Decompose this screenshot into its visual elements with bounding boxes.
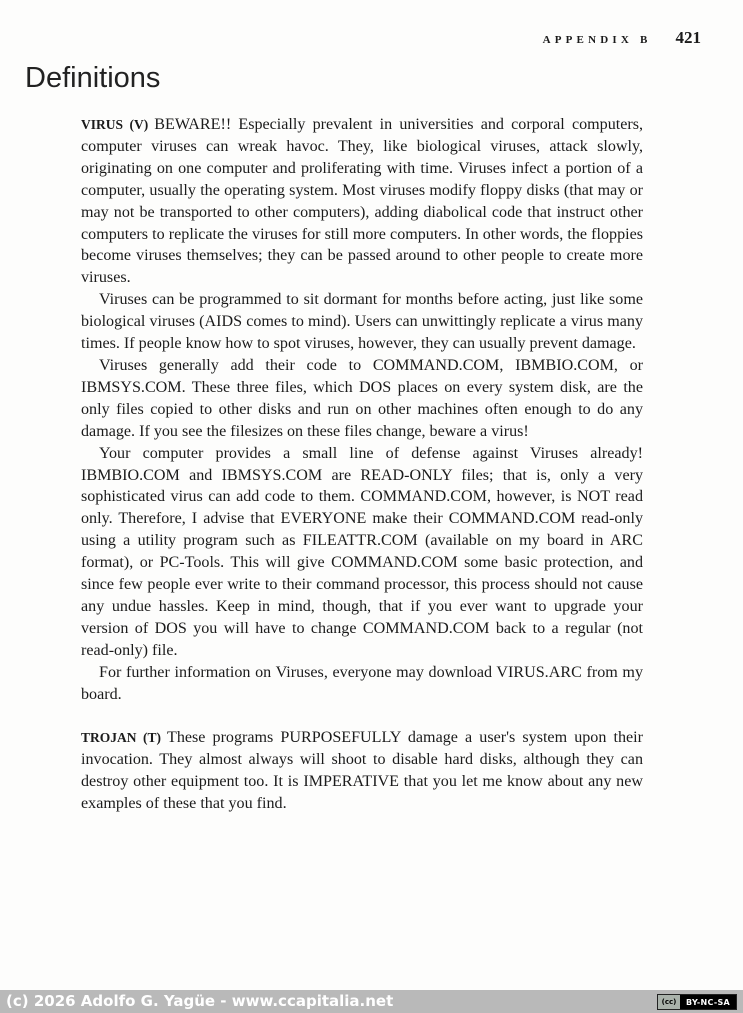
definition-paragraph bbox=[81, 114, 643, 289]
running-head-section: APPENDIX B bbox=[542, 34, 652, 46]
definition-term: TROJAN (T) bbox=[81, 730, 161, 746]
cc-license-badge bbox=[657, 994, 737, 1010]
page-number: 421 bbox=[675, 28, 701, 47]
watermark-bar bbox=[0, 990, 743, 1013]
cc-icon: (cc) bbox=[658, 995, 680, 1009]
running-head bbox=[543, 28, 701, 48]
definition-paragraph: Viruses can be programmed to sit dormant for months before acting, just like some biological viruses (AIDS comes to mind). Users can unwittingly replicate a virus many times. If people know how to spot viruses, however, they can usually prevent damage. bbox=[81, 291, 643, 353]
definition-paragraph bbox=[81, 727, 643, 815]
license-terms: BY-NC-SA bbox=[685, 997, 731, 1007]
definition-text: These programs PURPOSEFULLY damage a user's system upon their invocation. They almost always will shoot to disable hard disks, although they can destroy other equipment too. It is IMPERATIVE that you let me know about any new examples of these that you find. bbox=[81, 729, 644, 813]
page-heading: Definitions bbox=[25, 62, 161, 94]
definitions-body bbox=[81, 114, 643, 815]
definition-paragraph: Your computer provides a small line of defense against Viruses already! IBMBIO.COM and IBMSYS.COM are READ-ONLY files; that is, only a very sophisticated virus can add code to them. COMMAND.COM, however, is NOT read only. Therefore, I advise that EVERYONE make their COMMAND.COM read-only using a utility program such as FILEATTR.COM (available on my board in ARC format), or PC-Tools. This will give COMMAND.COM some basic protection, and since few people ever write to their command processor, this process should not cause any undue hassles. Keep in mind, though, that if you ever want to upgrade your version of DOS you will have to change COMMAND.COM back to a regular (not read-only) file. bbox=[81, 444, 643, 659]
definition-term: VIRUS (V) bbox=[81, 117, 149, 132]
copyright-watermark: (c) 2026 Adolfo G. Yagüe - www.ccapitalia.net bbox=[6, 992, 394, 1010]
definition-text: BEWARE!! Especially prevalent in universities and corporal computers, computer viruses can wreak havoc. They, like biological viruses, attack slowly, originating on one computer and proliferating with time. Viruses infect a portion of a computer, usually the operating system. Most viruses modify floppy disks (that may or may not be transported to other computers), adding diabolical code that instruct other computers to replicate the viruses for still more computers. In other words, the floppies become viruses themselves; they can be passed around to other people to create more viruses. bbox=[81, 116, 644, 287]
definition-paragraph: For further information on Viruses, everyone may download VIRUS.ARC from my board. bbox=[81, 663, 643, 703]
definition-paragraph: Viruses generally add their code to COMMAND.COM, IBMBIO.COM, or IBMSYS.COM. These three files, which DOS places on every system disk, are the only files copied to other disks and run on other machines often enough to do any damage. If you see the filesizes on these files change, beware a virus! bbox=[81, 356, 643, 440]
